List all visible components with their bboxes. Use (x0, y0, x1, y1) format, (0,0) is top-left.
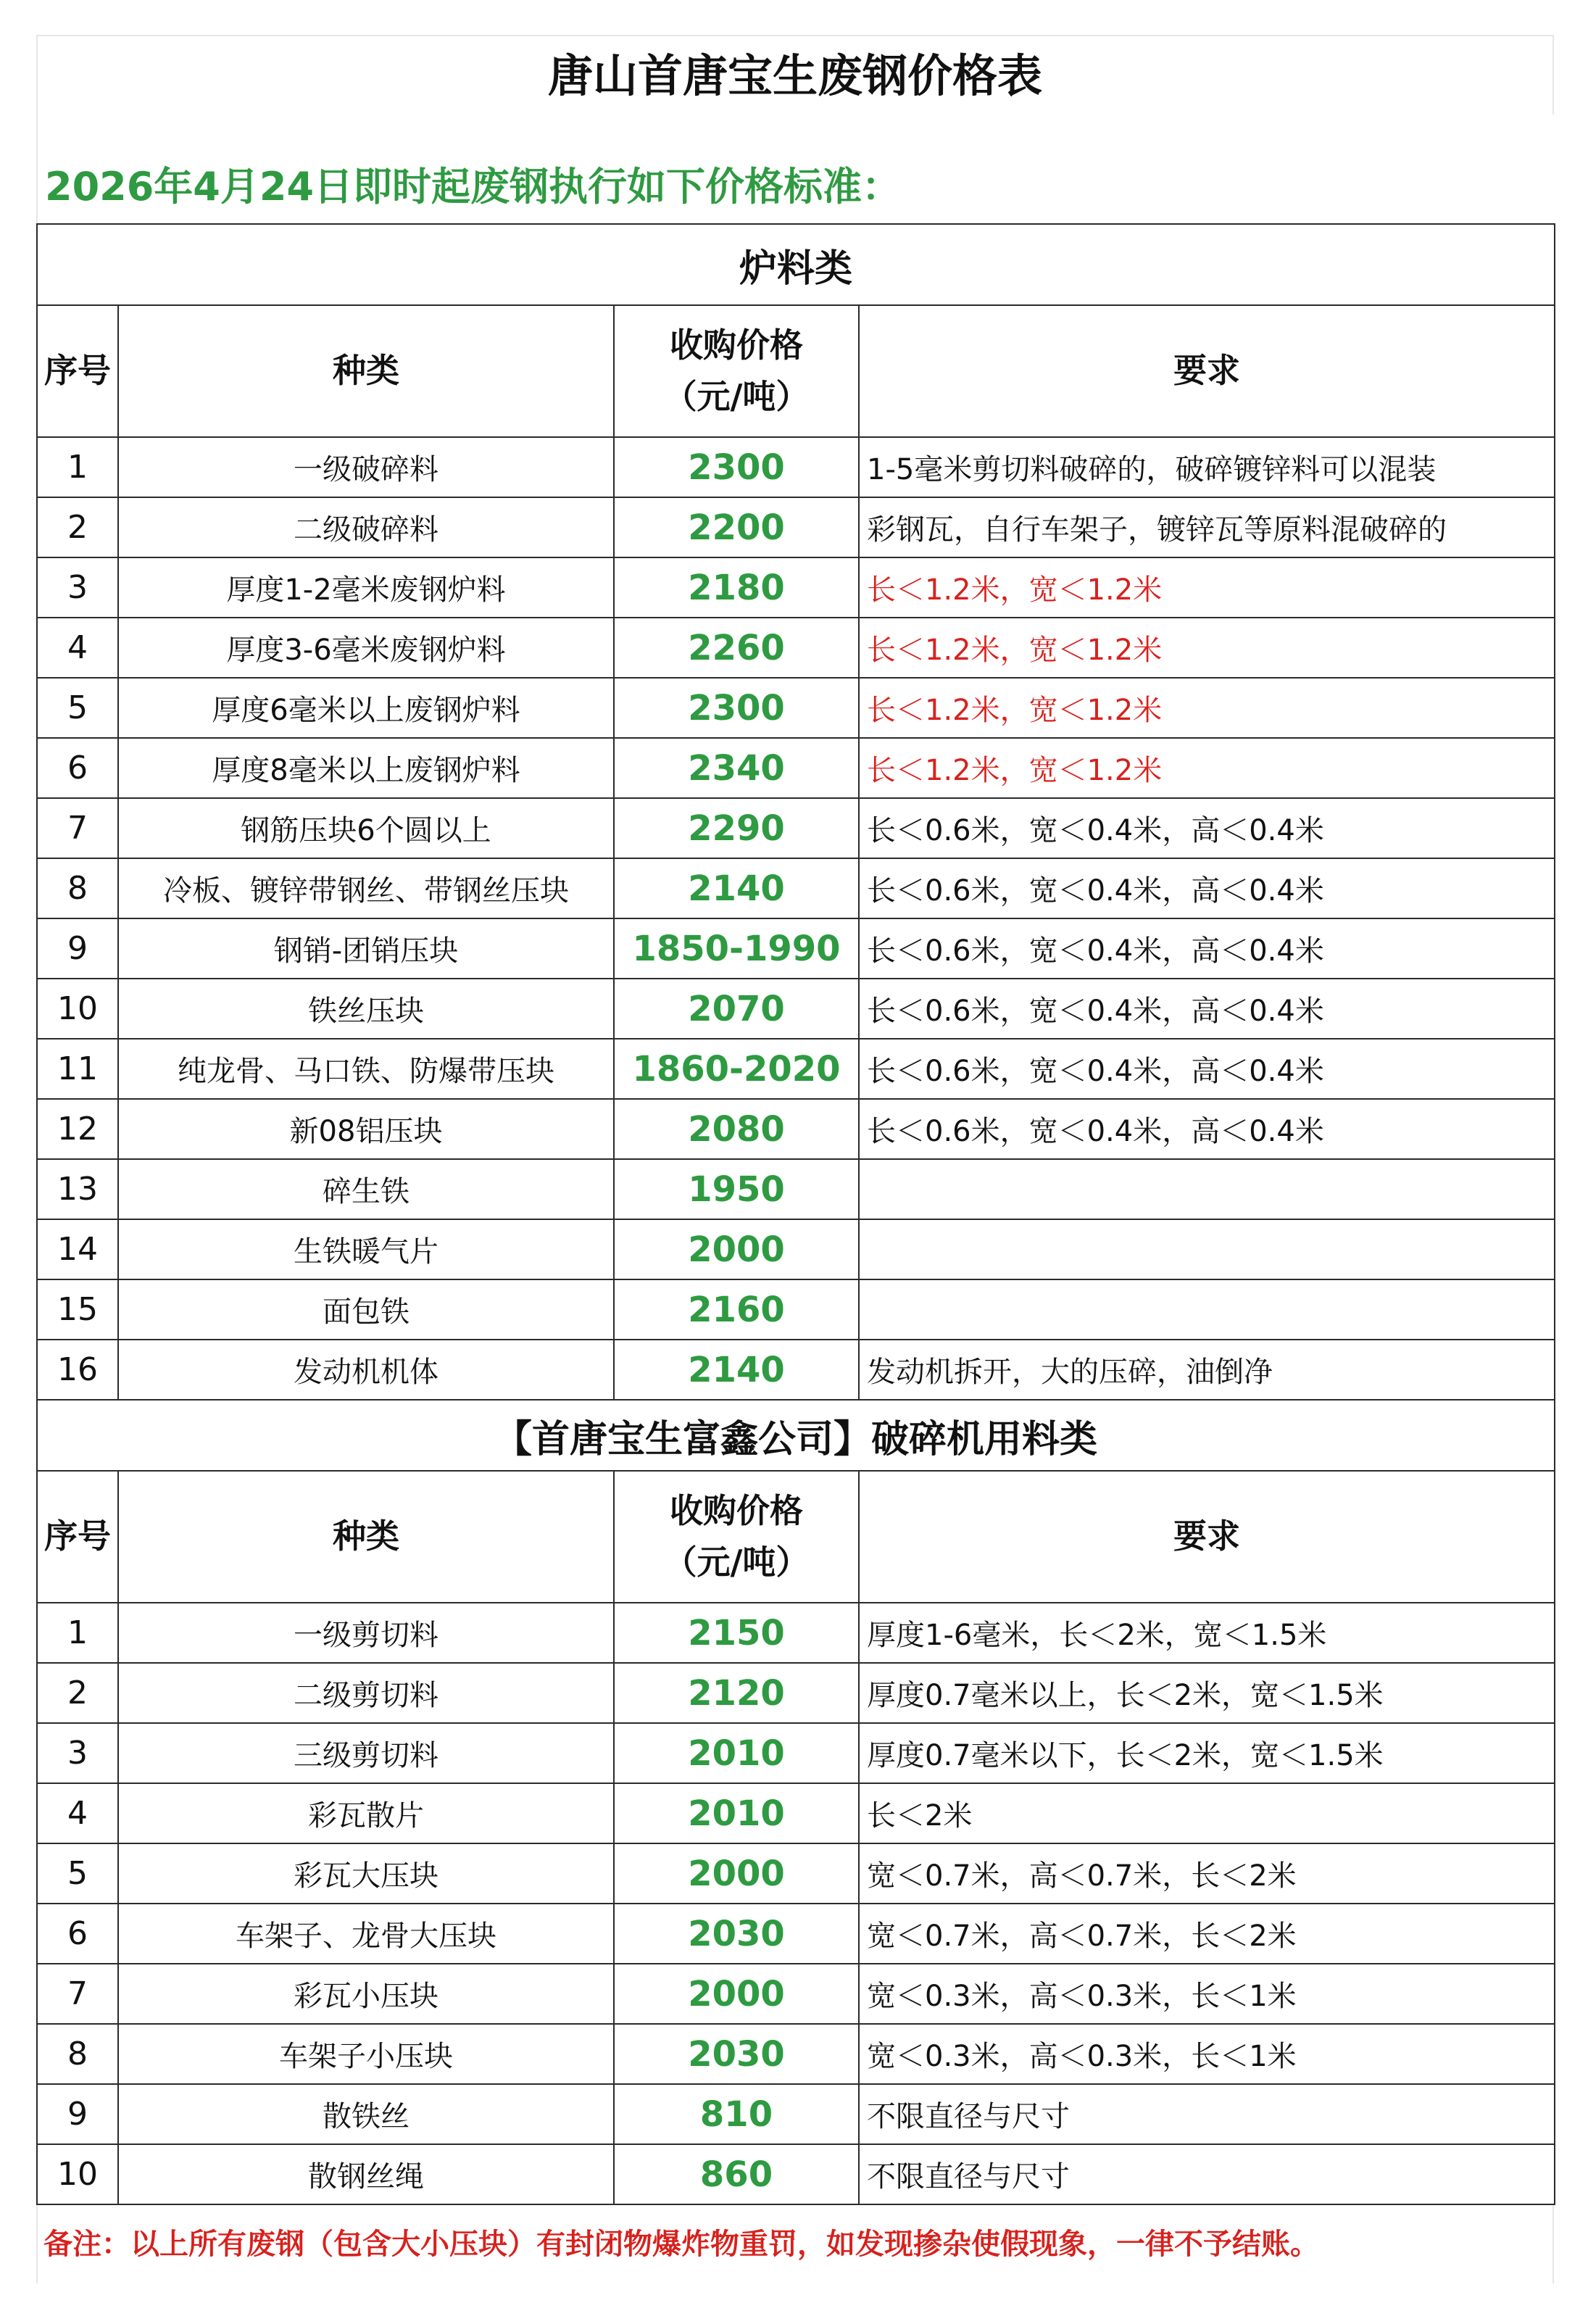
row-price: 2140 (614, 1340, 859, 1400)
row-price: 2030 (614, 2024, 859, 2084)
row-requirement: 不限直径与尺寸 (859, 2084, 1555, 2144)
row-type: 新08铝压块 (118, 1099, 614, 1159)
row-type: 彩瓦小压块 (118, 1964, 614, 2024)
table-row (37, 618, 1555, 678)
row-number: 2 (37, 497, 118, 557)
row-type: 发动机机体 (118, 1340, 614, 1400)
row-type: 生铁暖气片 (118, 1219, 614, 1279)
row-number: 6 (37, 1904, 118, 1964)
table-row (37, 858, 1555, 918)
table-row (37, 738, 1555, 798)
row-type: 厚度1-2毫米废钢炉料 (118, 557, 614, 618)
row-requirement: 宽＜0.3米，高＜0.3米，长＜1米 (859, 2024, 1555, 2084)
section-title: 炉料类 (37, 224, 1555, 305)
row-requirement: 厚度0.7毫米以上，长＜2米，宽＜1.5米 (859, 1663, 1555, 1723)
row-requirement: 彩钢瓦，自行车架子，镀锌瓦等原料混破碎的 (859, 497, 1555, 557)
row-requirement: 长＜1.2米，宽＜1.2米 (859, 678, 1555, 738)
row-number: 10 (37, 2144, 118, 2204)
row-requirement: 长＜0.6米，宽＜0.4米，高＜0.4米 (859, 858, 1555, 918)
row-requirement: 长＜0.6米，宽＜0.4米，高＜0.4米 (859, 1099, 1555, 1159)
row-price: 810 (614, 2084, 859, 2144)
row-number: 3 (37, 1723, 118, 1783)
row-number: 9 (37, 918, 118, 979)
row-number: 12 (37, 1099, 118, 1159)
table-row (37, 1279, 1555, 1340)
header-type: 种类 (118, 305, 614, 437)
row-type: 面包铁 (118, 1279, 614, 1340)
table-row (37, 1219, 1555, 1279)
header-requirement: 要求 (859, 305, 1555, 437)
table-row (37, 1099, 1555, 1159)
section-header-crusher (37, 1400, 1555, 1471)
row-requirement: 长＜0.6米，宽＜0.4米，高＜0.4米 (859, 979, 1555, 1039)
row-type: 厚度8毫米以上废钢炉料 (118, 738, 614, 798)
table-row (37, 798, 1555, 858)
row-number: 7 (37, 1964, 118, 2024)
row-price: 2000 (614, 1843, 859, 1904)
row-price: 2200 (614, 497, 859, 557)
row-type: 纯龙骨、马口铁、防爆带压块 (118, 1039, 614, 1099)
row-requirement: 长＜0.6米，宽＜0.4米，高＜0.4米 (859, 1039, 1555, 1099)
row-type: 一级破碎料 (118, 437, 614, 497)
row-price: 2140 (614, 858, 859, 918)
row-price: 2000 (614, 1964, 859, 2024)
row-number: 5 (37, 678, 118, 738)
price-sheet (36, 35, 1554, 2283)
row-type: 散钢丝绳 (118, 2144, 614, 2204)
row-number: 15 (37, 1279, 118, 1340)
row-type: 钢销-团销压块 (118, 918, 614, 979)
row-type: 铁丝压块 (118, 979, 614, 1039)
row-price: 2000 (614, 1219, 859, 1279)
header-no: 序号 (37, 305, 118, 437)
header-price-line2: （元/吨） (663, 1543, 810, 1582)
row-price: 2080 (614, 1099, 859, 1159)
row-requirement (859, 1279, 1555, 1340)
header-type: 种类 (118, 1471, 614, 1603)
row-requirement: 长＜2米 (859, 1783, 1555, 1843)
row-type: 厚度6毫米以上废钢炉料 (118, 678, 614, 738)
row-requirement: 长＜0.6米，宽＜0.4米，高＜0.4米 (859, 918, 1555, 979)
table-row (37, 1663, 1555, 1723)
row-number: 1 (37, 1603, 118, 1663)
row-number: 13 (37, 1159, 118, 1219)
header-price-line1: 收购价格 (670, 1490, 803, 1530)
row-price: 1950 (614, 1159, 859, 1219)
effective-date-subtitle: 2026年4月24日即时起废钢执行如下价格标准： (36, 115, 1554, 223)
header-price-line1: 收购价格 (670, 325, 803, 365)
row-type: 二级剪切料 (118, 1663, 614, 1723)
table-row (37, 1904, 1555, 1964)
page-title: 唐山首唐宝生废钢价格表 (36, 35, 1554, 115)
table-row (37, 1340, 1555, 1400)
table-row (37, 497, 1555, 557)
row-number: 4 (37, 1783, 118, 1843)
row-price: 2150 (614, 1603, 859, 1663)
table-row (37, 918, 1555, 979)
row-price: 1850-1990 (614, 918, 859, 979)
row-type: 一级剪切料 (118, 1603, 614, 1663)
row-price: 2010 (614, 1783, 859, 1843)
row-requirement: 厚度0.7毫米以下，长＜2米，宽＜1.5米 (859, 1723, 1555, 1783)
row-price: 2290 (614, 798, 859, 858)
row-price: 860 (614, 2144, 859, 2204)
row-price: 2180 (614, 557, 859, 618)
row-number: 10 (37, 979, 118, 1039)
table-row (37, 979, 1555, 1039)
header-no: 序号 (37, 1471, 118, 1603)
row-price: 2300 (614, 678, 859, 738)
row-requirement: 厚度1-6毫米，长＜2米，宽＜1.5米 (859, 1603, 1555, 1663)
row-number: 9 (37, 2084, 118, 2144)
price-table (36, 223, 1555, 2205)
row-type: 碎生铁 (118, 1159, 614, 1219)
row-requirement: 长＜1.2米，宽＜1.2米 (859, 618, 1555, 678)
row-number: 16 (37, 1340, 118, 1400)
row-number: 3 (37, 557, 118, 618)
table-row (37, 437, 1555, 497)
row-requirement: 长＜0.6米，宽＜0.4米，高＜0.4米 (859, 798, 1555, 858)
row-price: 2010 (614, 1723, 859, 1783)
row-price: 2030 (614, 1904, 859, 1964)
row-requirement: 1-5毫米剪切料破碎的，破碎镀锌料可以混装 (859, 437, 1555, 497)
price-table-body (37, 224, 1555, 2204)
row-type: 车架子、龙骨大压块 (118, 1904, 614, 1964)
header-requirement: 要求 (859, 1471, 1555, 1603)
row-price: 2070 (614, 979, 859, 1039)
row-number: 6 (37, 738, 118, 798)
column-header-row (37, 305, 1555, 437)
row-requirement: 宽＜0.7米，高＜0.7米，长＜2米 (859, 1843, 1555, 1904)
table-row (37, 678, 1555, 738)
row-number: 14 (37, 1219, 118, 1279)
row-type: 冷板、镀锌带钢丝、带钢丝压块 (118, 858, 614, 918)
table-row (37, 2084, 1555, 2144)
row-requirement (859, 1219, 1555, 1279)
column-header-row (37, 1471, 1555, 1603)
row-type: 散铁丝 (118, 2084, 614, 2144)
row-requirement: 不限直径与尺寸 (859, 2144, 1555, 2204)
table-row (37, 1843, 1555, 1904)
table-row (37, 1783, 1555, 1843)
row-type: 厚度3-6毫米废钢炉料 (118, 618, 614, 678)
row-requirement (859, 1159, 1555, 1219)
row-price: 2260 (614, 618, 859, 678)
table-row (37, 1964, 1555, 2024)
row-price: 1860-2020 (614, 1039, 859, 1099)
row-number: 1 (37, 437, 118, 497)
row-type: 二级破碎料 (118, 497, 614, 557)
table-row (37, 2024, 1555, 2084)
header-price (614, 305, 859, 437)
table-row (37, 2144, 1555, 2204)
section-header-furnace (37, 224, 1555, 305)
row-type: 彩瓦散片 (118, 1783, 614, 1843)
row-type: 车架子小压块 (118, 2024, 614, 2084)
row-number: 2 (37, 1663, 118, 1723)
table-row (37, 1723, 1555, 1783)
row-type: 三级剪切料 (118, 1723, 614, 1783)
row-number: 4 (37, 618, 118, 678)
footnote: 备注：以上所有废钢（包含大小压块）有封闭物爆炸物重罚，如发现掺杂使假现象，一律不予结账。 (36, 2205, 1554, 2283)
row-number: 8 (37, 858, 118, 918)
row-requirement: 长＜1.2米，宽＜1.2米 (859, 738, 1555, 798)
row-requirement: 宽＜0.3米，高＜0.3米，长＜1米 (859, 1964, 1555, 2024)
table-row (37, 1603, 1555, 1663)
table-row (37, 1039, 1555, 1099)
row-type: 钢筋压块6个圆以上 (118, 798, 614, 858)
row-number: 11 (37, 1039, 118, 1099)
table-row (37, 557, 1555, 618)
row-requirement: 长＜1.2米，宽＜1.2米 (859, 557, 1555, 618)
row-type: 彩瓦大压块 (118, 1843, 614, 1904)
row-price: 2120 (614, 1663, 859, 1723)
header-price (614, 1471, 859, 1603)
header-price-line2: （元/吨） (663, 377, 810, 416)
row-requirement: 宽＜0.7米，高＜0.7米，长＜2米 (859, 1904, 1555, 1964)
row-price: 2300 (614, 437, 859, 497)
table-row (37, 1159, 1555, 1219)
row-price: 2160 (614, 1279, 859, 1340)
row-number: 8 (37, 2024, 118, 2084)
row-number: 7 (37, 798, 118, 858)
row-number: 5 (37, 1843, 118, 1904)
row-requirement: 发动机拆开，大的压碎，油倒净 (859, 1340, 1555, 1400)
section-title: 【首唐宝生富鑫公司】破碎机用料类 (37, 1400, 1555, 1471)
row-price: 2340 (614, 738, 859, 798)
